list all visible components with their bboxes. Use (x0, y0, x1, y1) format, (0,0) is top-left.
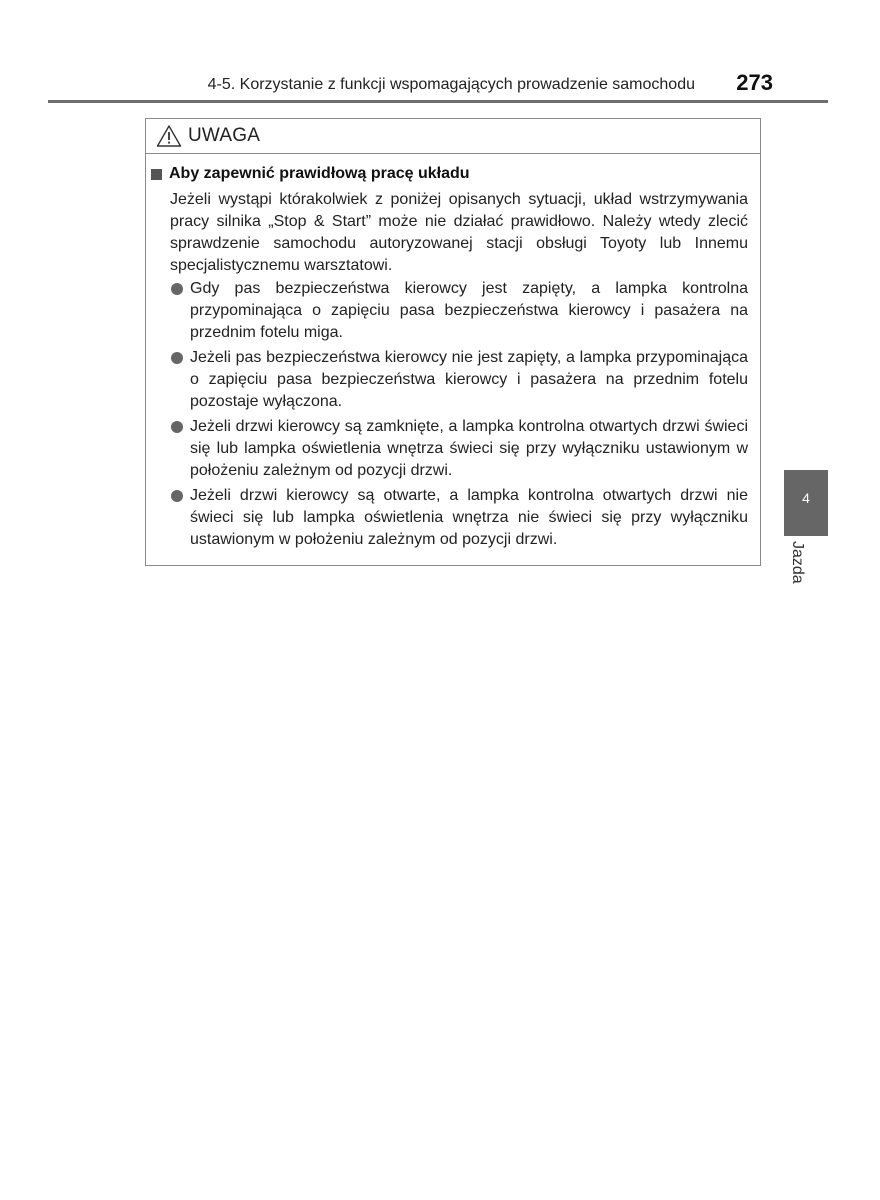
warning-title: UWAGA (188, 125, 261, 146)
page-number: 273 (736, 70, 773, 95)
intro-paragraph: Jeżeli wystąpi którakolwiek z poniżej opisanych sytuacji, układ wstrzymywania pracy silnika „Stop & Start” może nie działać prawidłowo. Należy wtedy zlecić sprawdzenie samochodu autoryzowanej stacji obsługi Toyoty lub Innemu specjalistycznemu warsztatowi. (170, 191, 748, 274)
list-item (170, 347, 748, 413)
warning-box (145, 118, 761, 566)
list-item (170, 278, 748, 344)
list-item-text: Jeżeli pas bezpieczeństwa kierowcy nie jest zapięty, a lampka przypominająca o zapięciu pasa bezpieczeństwa kierowcy i pasażera na przednim fotelu pozostaje wyłączona. (190, 349, 748, 410)
warning-triangle-icon (156, 124, 182, 148)
square-bullet-icon (151, 169, 162, 180)
bullet-dot-icon (171, 490, 183, 502)
bullet-dot-icon (171, 352, 183, 364)
section-heading-text: Aby zapewnić prawidłową pracę układu (169, 165, 470, 182)
list-item (170, 485, 748, 551)
list-item-text: Jeżeli drzwi kierowcy są zamknięte, a lampka kontrolna otwartych drzwi świeci się lub lampka oświetlenia wnętrza świeci się przy wyłączniku ustawionym w położeniu zależnym od pozycji drzwi. (190, 418, 748, 479)
condition-list (170, 278, 748, 554)
list-item (170, 416, 748, 482)
chapter-tab-number: 4 (802, 490, 810, 506)
chapter-tab (784, 470, 828, 536)
warning-header (146, 119, 760, 154)
page-header (48, 68, 828, 102)
list-item-text: Jeżeli drzwi kierowcy są otwarte, a lampka kontrolna otwartych drzwi nie świeci się lub lampka oświetlenia wnętrza nie świeci się przy wyłączniku ustawionym w położeniu zależnym od pozycji drzwi. (190, 487, 748, 548)
section-heading (151, 165, 470, 183)
header-divider (48, 100, 828, 103)
bullet-dot-icon (171, 283, 183, 295)
chapter-title: 4-5. Korzystanie z funkcji wspomagających prowadzenie samochodu (207, 76, 695, 93)
list-item-text: Gdy pas bezpieczeństwa kierowcy jest zapięty, a lampka kontrolna przypominająca o zapięciu pasa bezpieczeństwa kierowcy i pasażera na przednim fotelu miga. (190, 280, 748, 341)
chapter-tab-label: Jazda (789, 541, 806, 584)
bullet-dot-icon (171, 421, 183, 433)
